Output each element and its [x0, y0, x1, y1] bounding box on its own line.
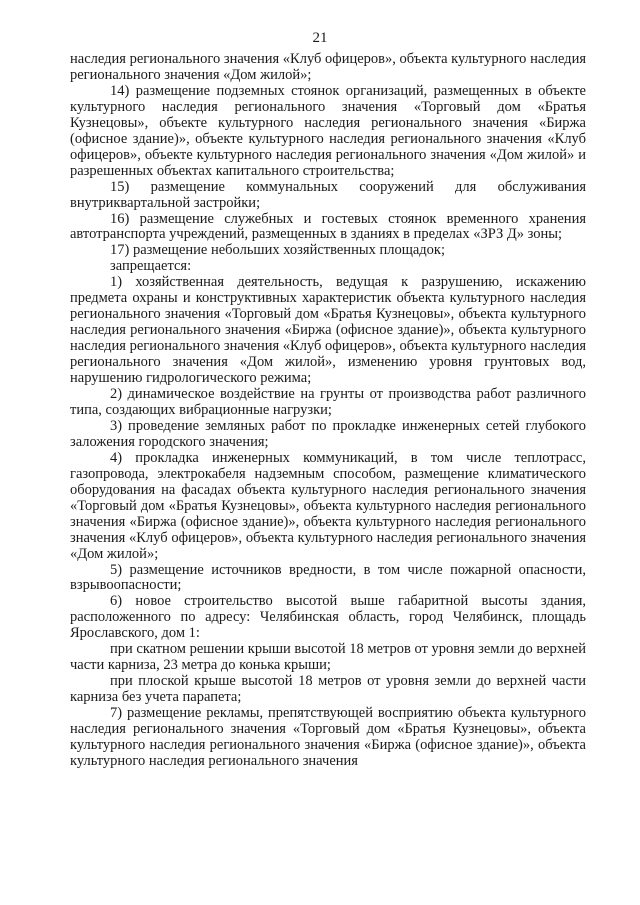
paragraph: 6) новое строительство высотой выше габаритной высоты здания, расположенного по адресу: Челябинская область, город Челябинск, площадь Ярославского, дом 1: [70, 593, 586, 642]
paragraph: 14) размещение подземных стоянок организаций, размещенных в объекте культурного наследия регионального значения «Торговый дом «Братья Кузнецовы», объекте культурного наследия регионального значения «Биржа (офисное здание)», объекте культурного наследия регионального значения «Клуб офицеров», объекте культурного наследия регионального значения «Дом жилой» и разрешенных объектах капитального строительства; [70, 82, 586, 179]
paragraph: 3) проведение земляных работ по прокладке инженерных сетей глубокого заложения городского значения; [70, 417, 586, 450]
paragraph: 1) хозяйственная деятельность, ведущая к разрушению, искажению предмета охраны и конструктивных характеристик объекта культурного наследия регионального значения «Торговый дом «Братья Кузнецовы», объекта культурного наследия регионального значения «Биржа (офисное здание)», объекта культурного наследия регионального значения «Клуб офицеров», объекта культурного наследия регионального значения «Дом жилой», изменению уровня грунтовых вод, нарушению гидрологического режима; [70, 274, 586, 387]
paragraph: 2) динамическое воздействие на грунты от производства работ различного типа, создающих вибрационные нагрузки; [70, 386, 586, 418]
paragraph: 7) размещение рекламы, препятствующей восприятию объекта культурного наследия регионального значения «Торговый дом «Братья Кузнецовы», объекта культурного наследия регионального значения «Биржа (офисное здание)», объекта культурного наследия регионального значения [70, 705, 586, 769]
paragraph: 17) размещение небольших хозяйственных площадок; [110, 242, 445, 259]
paragraph: при плоской крыше высотой 18 метров от уровня земли до верхней части карниза без учета парапета; [70, 673, 586, 706]
document-body [70, 52, 586, 770]
paragraph: наследия регионального значения «Клуб офицеров», объекта культурного наследия регионального значения «Дом жилой»; [70, 51, 586, 83]
paragraph: 16) размещение служебных и гостевых стоянок временного хранения автотранспорта учреждений, размещенных в зданиях в пределах «ЗРЗ Д» зоны; [70, 210, 586, 243]
paragraph: 5) размещение источников вредности, в том числе пожарной опасности, взрывоопасности; [70, 561, 586, 594]
paragraph: запрещается: [110, 258, 192, 275]
paragraph: 15) размещение коммунальных сооружений для обслуживания внутриквартальной застройки; [70, 178, 586, 211]
page-number: 21 [312, 30, 328, 46]
paragraph: 4) прокладка инженерных коммуникаций, в том числе теплотрасс, газопровода, электрокабеля надземным способом, размещение климатического оборудования на фасадах объекта культурного наследия регионального значения «Торговый дом «Братья Кузнецовы», объекта культурного наследия регионального значения «Биржа (офисное здание)», объекта культурного наследия регионального значения «Клуб офицеров», объекта культурного наследия регионального значения «Дом жилой»; [70, 449, 586, 562]
paragraph: при скатном решении крыши высотой 18 метров от уровня земли до верхней части карниза, 23 метра до конька крыши; [70, 641, 586, 674]
